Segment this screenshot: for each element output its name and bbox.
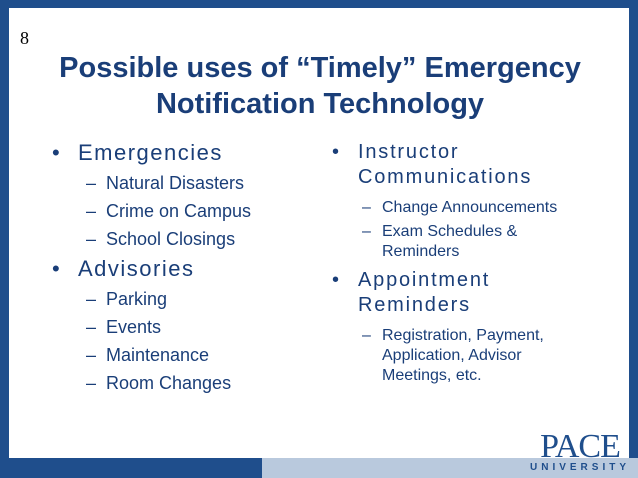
list-item-label: Natural Disasters: [106, 173, 245, 193]
list-item-label: Room Changes: [106, 373, 232, 393]
list-item: [332, 198, 602, 218]
left-column: [52, 140, 312, 394]
dash-icon: –: [86, 289, 97, 309]
dash-icon: –: [86, 173, 97, 193]
dash-icon: –: [86, 229, 97, 249]
bullet-icon: •: [52, 140, 62, 165]
bullet-label-line-2: Reminders: [358, 294, 471, 316]
dash-icon: –: [362, 327, 371, 344]
bullet-advisories: [52, 256, 312, 282]
dash-icon: –: [86, 201, 97, 221]
list-item-label: Change Announcements: [382, 199, 558, 216]
bullet-appointment-reminders: [332, 268, 602, 318]
bullet-label-line-1: Appointment: [358, 269, 491, 291]
list-item: [52, 228, 312, 250]
list-item-label: Maintenance: [106, 345, 210, 365]
slide-number: 8: [20, 28, 29, 48]
bullet-icon: •: [332, 269, 341, 291]
list-item-label-line-2: Reminders: [382, 243, 460, 260]
list-item-label-line-1: Exam Schedules &: [382, 223, 518, 240]
list-item: [52, 200, 312, 222]
dash-icon: –: [86, 317, 97, 337]
slide-title-line-2: Notification Technology: [155, 88, 485, 120]
dash-icon: –: [362, 199, 371, 216]
list-item-label: School Closings: [106, 229, 236, 249]
list-item: [52, 316, 312, 338]
list-item-label: Crime on Campus: [106, 201, 252, 221]
list-item: [332, 326, 602, 386]
bullet-label: Emergencies: [78, 140, 223, 165]
bullet-instructor-communications: [332, 140, 602, 190]
list-item-label-line-3: Meetings, etc.: [382, 367, 482, 384]
pace-university-logo: [530, 428, 630, 474]
list-item-label: Parking: [106, 289, 168, 309]
list-item: [52, 288, 312, 310]
bullet-emergencies: [52, 140, 312, 166]
logo-wordmark: PACE: [540, 428, 620, 465]
list-item-label-line-1: Registration, Payment,: [382, 327, 544, 344]
right-column: [332, 140, 602, 386]
list-item: [332, 222, 602, 262]
logo-subtitle: UNIVERSITY: [530, 462, 631, 473]
list-item: [52, 172, 312, 194]
dash-icon: –: [86, 373, 97, 393]
list-item: [52, 372, 312, 394]
slide-title-line-1: Possible uses of “Timely” Emergency: [59, 52, 581, 84]
list-item-label-line-2: Application, Advisor: [382, 347, 522, 364]
list-item-label: Events: [106, 317, 162, 337]
dash-icon: –: [86, 345, 97, 365]
slide-title: [40, 50, 600, 122]
bullet-icon: •: [52, 256, 62, 281]
bullet-icon: •: [332, 141, 341, 163]
bullet-label-line-1: Instructor: [358, 141, 460, 163]
bullet-label: Advisories: [78, 256, 195, 281]
bullet-label-line-2: Communications: [358, 166, 533, 188]
dash-icon: –: [362, 223, 371, 240]
list-item: [52, 344, 312, 366]
